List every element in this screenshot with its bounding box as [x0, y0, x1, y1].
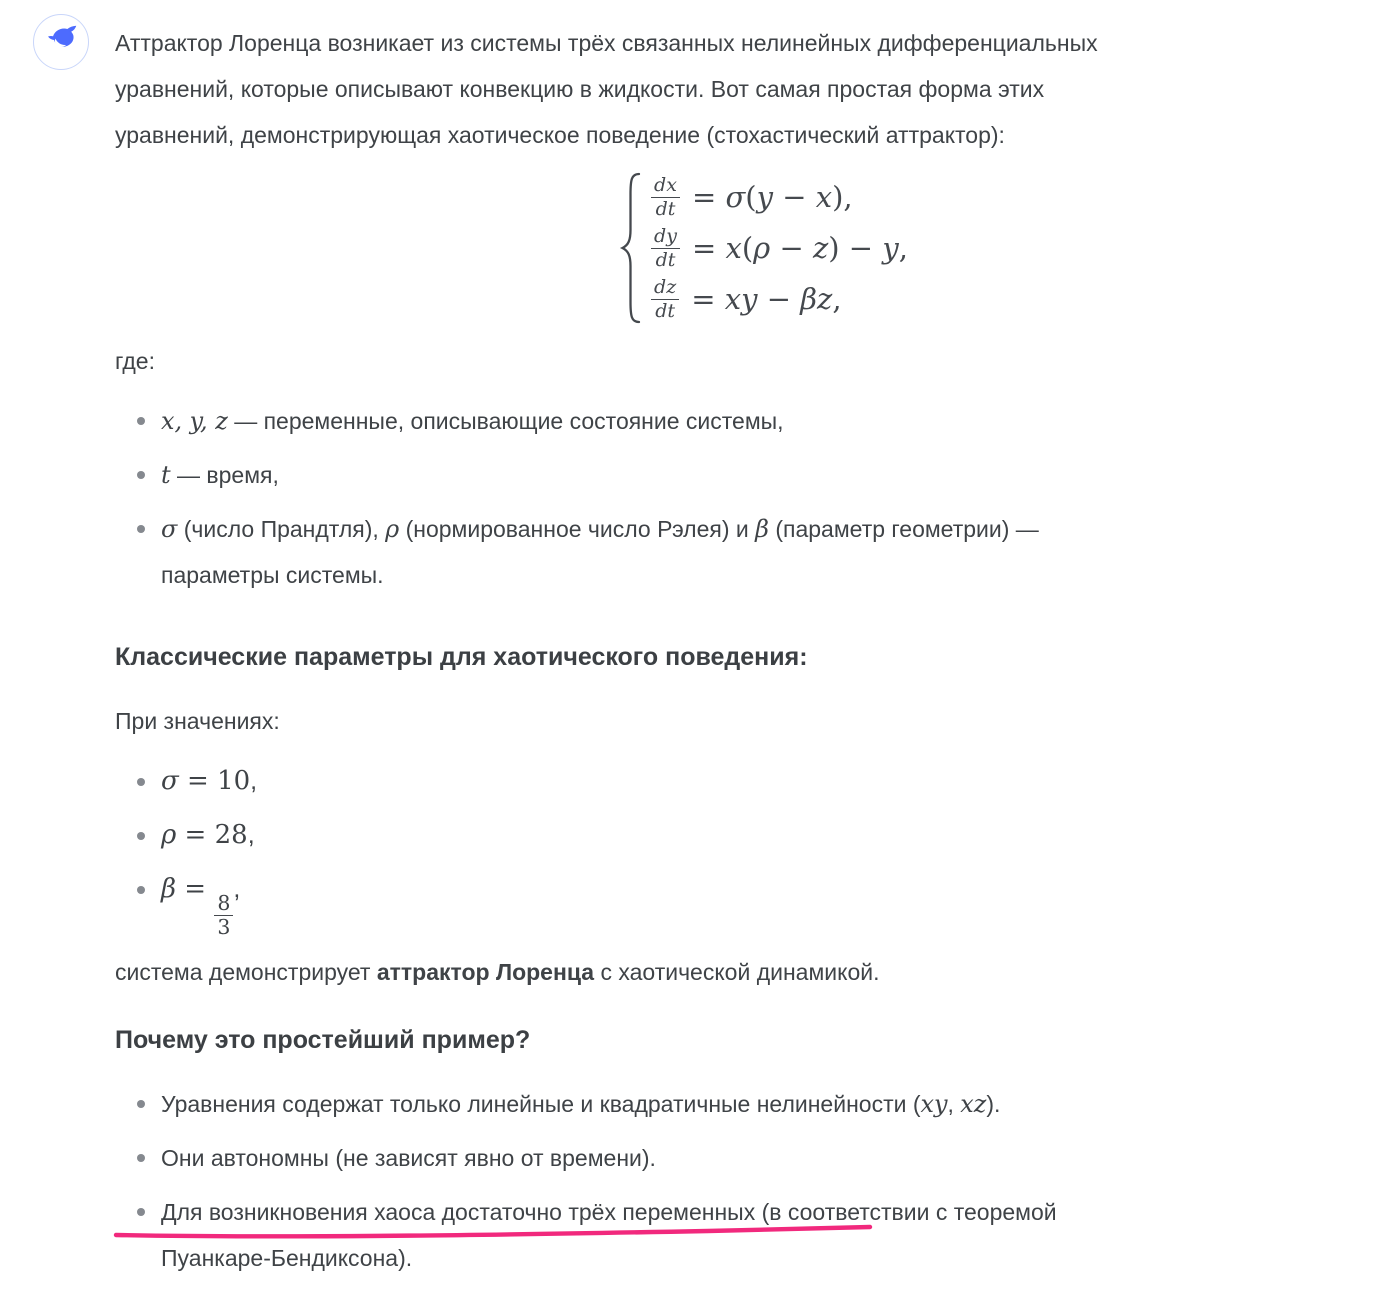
bullet-dot — [137, 525, 145, 533]
bullet-dot — [137, 471, 145, 479]
left-brace-icon — [619, 172, 641, 324]
bullet-dot — [137, 1208, 145, 1216]
list-item — [115, 1189, 1280, 1281]
list-item-text: Для возникновения хаоса достаточно трёх переменных (в соответствии с теоремой Пуанкаре-Бендиксона). — [161, 1198, 1057, 1271]
parameters-list — [115, 758, 1280, 939]
intro-line: Аттрактор Лоренца возникает из системы трёх связанных нелинейных дифференциальных — [115, 30, 1098, 56]
section-heading-why-simplest: Почему это простейший пример? — [115, 1025, 531, 1054]
equation-rhs: = xy − βz, — [691, 281, 842, 316]
list-item-text: Они автономны (не зависят явно от времени). — [161, 1144, 656, 1171]
list-item-text: ρ = 28, — [161, 820, 255, 850]
deepseek-whale-icon — [43, 22, 79, 63]
intro-line: уравнений, демонстрирующая хаотическое поведение (стохастический аттрактор): — [115, 122, 1005, 148]
list-item-text: Уравнения содержат только линейные и квадратичные нелинейности (xy, xz). — [161, 1089, 1001, 1118]
at-values-label: При значениях: — [115, 708, 280, 734]
fraction-dy-dt: $\frac{dy}{dt}$ — [651, 226, 680, 271]
list-item-text: x, y, z — переменные, описывающие состояние системы, — [161, 407, 784, 435]
list-item — [115, 1135, 1280, 1181]
list-item — [115, 758, 1280, 804]
list-item — [115, 1081, 1280, 1127]
bullet-dot — [137, 886, 145, 894]
equation-row-dz — [651, 275, 908, 324]
list-item-text: β = $\frac{8}{3}$ , — [161, 874, 241, 940]
list-item-text: σ (число Прандтля), ρ (нормированное число Рэлея) и β (параметр геометрии) — параметры системы. — [161, 515, 1039, 588]
bullet-dot — [137, 1100, 145, 1108]
equation-rhs: = σ(y − x), — [691, 179, 853, 214]
conclusion-paragraph: система демонстрирует аттрактор Лоренца с хаотической динамикой. — [115, 958, 880, 985]
bullet-dot — [137, 417, 145, 425]
list-item-text: t — время, — [161, 461, 279, 489]
list-item — [115, 506, 1280, 598]
section-heading-classic-parameters: Классические параметры для хаотического поведения: — [115, 643, 808, 671]
list-item-text: σ = 10, — [161, 766, 258, 796]
lorenz-equation-system — [619, 172, 908, 324]
variables-list — [115, 398, 1280, 598]
equation-rhs: = x(ρ − z) − y, — [691, 230, 908, 265]
list-item — [115, 398, 1280, 444]
message-content — [115, 14, 1280, 1289]
bullet-dot — [137, 778, 145, 786]
why-list — [115, 1081, 1280, 1281]
intro-paragraph — [115, 20, 1280, 158]
equation-row-dy — [651, 224, 908, 273]
fraction-dz-dt: $\frac{dz}{dt}$ — [651, 277, 679, 322]
list-item — [115, 452, 1280, 498]
fraction-dx-dt: $\frac{dx}{dt}$ — [651, 175, 680, 220]
bullet-dot — [137, 1154, 145, 1162]
intro-line: уравнений, которые описывают конвекцию в жидкости. Вот самая простая форма этих — [115, 76, 1045, 102]
list-item — [115, 812, 1280, 858]
where-label: где: — [115, 348, 155, 374]
list-item — [115, 866, 1280, 939]
equation-row-dx — [651, 173, 908, 222]
assistant-avatar — [33, 14, 89, 70]
bullet-dot — [137, 832, 145, 840]
